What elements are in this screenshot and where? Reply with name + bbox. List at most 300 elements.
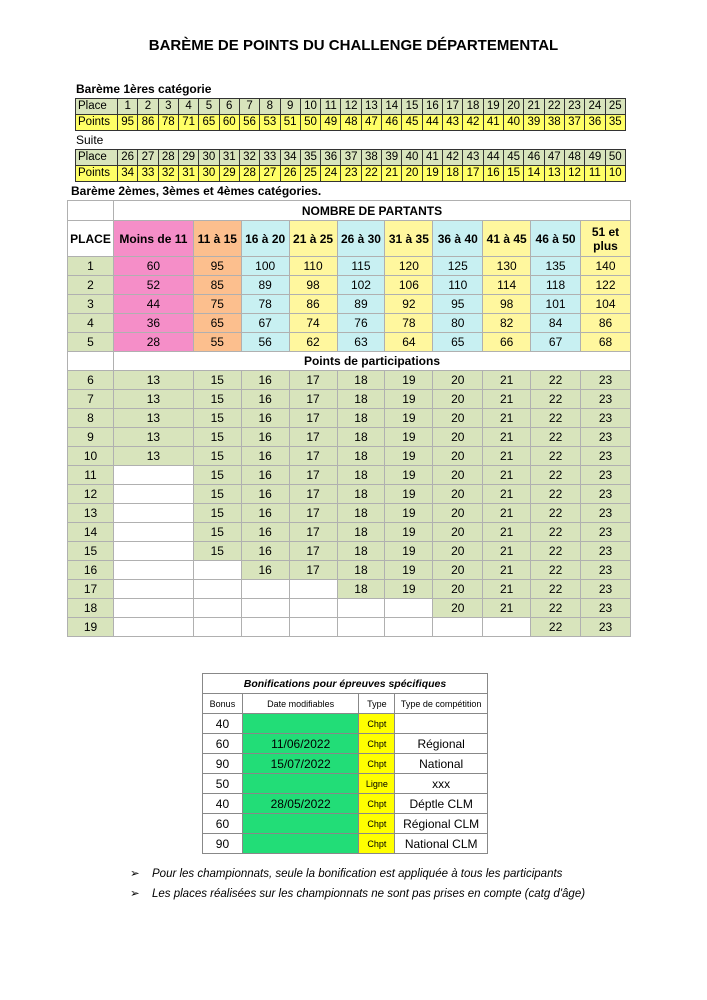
place-cell: 31 — [219, 150, 239, 166]
place-cell: 6 — [68, 371, 114, 390]
value-cell — [113, 561, 193, 580]
column-header: 51 et plus — [581, 221, 631, 257]
value-cell: 122 — [581, 276, 631, 295]
points-cell: 12 — [564, 166, 584, 182]
value-cell: 22 — [531, 447, 581, 466]
value-cell: 21 — [483, 485, 531, 504]
value-cell: 19 — [385, 580, 433, 599]
value-cell: 36 — [113, 314, 193, 333]
points-cell: 40 — [503, 115, 523, 131]
place-cell: 43 — [463, 150, 483, 166]
points-cell: 42 — [463, 115, 483, 131]
place-cell: 1 — [68, 257, 114, 276]
points-cell: 22 — [361, 166, 381, 182]
points-cell: 38 — [544, 115, 564, 131]
points-cell: 31 — [178, 166, 198, 182]
value-cell: 23 — [581, 599, 631, 618]
type-cell: Chpt — [359, 814, 395, 834]
value-cell: 20 — [433, 561, 483, 580]
points-cell: 26 — [280, 166, 300, 182]
value-cell: 115 — [337, 257, 385, 276]
value-cell — [241, 618, 289, 637]
value-cell: 16 — [241, 466, 289, 485]
points-cell: 25 — [300, 166, 320, 182]
value-cell: 19 — [385, 371, 433, 390]
bonus-cell: 40 — [203, 714, 243, 734]
value-cell: 21 — [483, 447, 531, 466]
column-header: 16 à 20 — [241, 221, 289, 257]
value-cell: 20 — [433, 523, 483, 542]
arrow-bullet-icon: ➢ — [130, 868, 140, 880]
value-cell: 21 — [483, 409, 531, 428]
value-cell: 65 — [193, 314, 241, 333]
value-cell: 20 — [433, 428, 483, 447]
place-cell: 2 — [138, 99, 158, 115]
value-cell — [113, 618, 193, 637]
value-cell: 21 — [483, 466, 531, 485]
bareme2-label: Barème 2èmes, 3èmes et 4èmes catégories. — [71, 184, 322, 198]
type-cell: Chpt — [359, 794, 395, 814]
competition-cell: Déptle CLM — [395, 794, 488, 814]
value-cell: 19 — [385, 447, 433, 466]
value-cell: 22 — [531, 466, 581, 485]
suite-label: Suite — [76, 133, 104, 147]
value-cell: 89 — [241, 276, 289, 295]
table-row — [203, 754, 488, 774]
place-cell: 16 — [68, 561, 114, 580]
value-cell: 18 — [337, 485, 385, 504]
value-cell: 56 — [241, 333, 289, 352]
value-cell: 13 — [113, 409, 193, 428]
value-cell: 60 — [113, 257, 193, 276]
points-cell: 18 — [443, 166, 463, 182]
value-cell: 104 — [581, 295, 631, 314]
value-cell: 16 — [241, 390, 289, 409]
value-cell — [241, 580, 289, 599]
value-cell: 22 — [531, 523, 581, 542]
points-cell: 60 — [219, 115, 239, 131]
value-cell: 20 — [433, 409, 483, 428]
value-cell: 18 — [337, 504, 385, 523]
value-cell — [385, 599, 433, 618]
date-cell — [242, 714, 359, 734]
value-cell: 110 — [289, 257, 337, 276]
value-cell: 66 — [483, 333, 531, 352]
points-cell: 28 — [239, 166, 259, 182]
place-cell: 8 — [260, 99, 280, 115]
place-cell: 45 — [503, 150, 523, 166]
table-row — [68, 390, 631, 409]
table-row — [68, 542, 631, 561]
table-row — [203, 794, 488, 814]
place-cell: 48 — [564, 150, 584, 166]
value-cell: 22 — [531, 485, 581, 504]
value-cell: 55 — [193, 333, 241, 352]
place-cell: 6 — [219, 99, 239, 115]
value-cell: 95 — [433, 295, 483, 314]
value-cell: 92 — [385, 295, 433, 314]
value-cell: 65 — [433, 333, 483, 352]
value-cell: 17 — [289, 504, 337, 523]
place-header: Place — [76, 150, 118, 166]
points-cell: 33 — [138, 166, 158, 182]
column-header: 36 à 40 — [433, 221, 483, 257]
value-cell: 22 — [531, 599, 581, 618]
table-row — [68, 466, 631, 485]
table-row — [68, 257, 631, 276]
notes — [130, 866, 585, 906]
value-cell: 19 — [385, 466, 433, 485]
value-cell: 19 — [385, 561, 433, 580]
value-cell — [241, 599, 289, 618]
note-item: ➢ Pour les championnats, seule la bonification est appliquée à tous les participants — [130, 868, 563, 880]
bonus-cell: 60 — [203, 814, 243, 834]
arrow-bullet-icon: ➢ — [130, 888, 140, 900]
bonus-cell: 60 — [203, 734, 243, 754]
date-cell — [242, 814, 359, 834]
place-cell: 8 — [68, 409, 114, 428]
value-cell: 23 — [581, 580, 631, 599]
place-cell: 50 — [605, 150, 626, 166]
value-cell: 20 — [433, 580, 483, 599]
value-cell — [385, 618, 433, 637]
type-cell: Chpt — [359, 734, 395, 754]
place-cell: 5 — [199, 99, 219, 115]
value-cell: 23 — [581, 390, 631, 409]
points-cell: 49 — [321, 115, 341, 131]
points-cell: 48 — [341, 115, 361, 131]
value-cell: 95 — [193, 257, 241, 276]
value-cell: 22 — [531, 428, 581, 447]
table-row — [68, 504, 631, 523]
value-cell: 23 — [581, 561, 631, 580]
place-cell: 29 — [178, 150, 198, 166]
value-cell: 20 — [433, 466, 483, 485]
points-cell: 36 — [585, 115, 605, 131]
place-cell: 17 — [68, 580, 114, 599]
value-cell: 15 — [193, 485, 241, 504]
bareme1-table — [75, 98, 626, 131]
place-cell: 30 — [199, 150, 219, 166]
table-row — [203, 734, 488, 754]
table-row — [203, 834, 488, 854]
value-cell: 23 — [581, 504, 631, 523]
value-cell: 98 — [289, 276, 337, 295]
column-header: 26 à 30 — [337, 221, 385, 257]
value-cell: 68 — [581, 333, 631, 352]
value-cell: 19 — [385, 485, 433, 504]
value-cell: 102 — [337, 276, 385, 295]
place-cell: 11 — [321, 99, 341, 115]
value-cell: 85 — [193, 276, 241, 295]
value-cell: 98 — [483, 295, 531, 314]
place-cell: 19 — [68, 618, 114, 637]
value-cell: 21 — [483, 561, 531, 580]
value-cell: 22 — [531, 542, 581, 561]
type-cell: Chpt — [359, 834, 395, 854]
points-cell: 11 — [585, 166, 605, 182]
value-cell: 18 — [337, 561, 385, 580]
points-cell: 24 — [321, 166, 341, 182]
place-cell: 13 — [68, 504, 114, 523]
points-cell: 17 — [463, 166, 483, 182]
place-cell: 5 — [68, 333, 114, 352]
value-cell: 140 — [581, 257, 631, 276]
place-cell: 18 — [463, 99, 483, 115]
nombre-partants-header: NOMBRE DE PARTANTS — [113, 201, 630, 221]
value-cell: 22 — [531, 504, 581, 523]
place-cell: 16 — [422, 99, 442, 115]
place-cell: 36 — [321, 150, 341, 166]
place-cell: 14 — [382, 99, 402, 115]
bareme1-suite-table — [75, 149, 626, 182]
value-cell: 18 — [337, 447, 385, 466]
place-cell: 32 — [239, 150, 259, 166]
place-cell: 25 — [605, 99, 626, 115]
points-cell: 32 — [158, 166, 178, 182]
value-cell — [483, 618, 531, 637]
points-cell: 71 — [178, 115, 198, 131]
bonifications-title: Bonifications pour épreuves spécifiques — [203, 674, 488, 694]
place-cell: 9 — [68, 428, 114, 447]
column-header: 46 à 50 — [531, 221, 581, 257]
value-cell: 22 — [531, 409, 581, 428]
place-header: Place — [76, 99, 118, 115]
place-cell: 27 — [138, 150, 158, 166]
points-cell: 44 — [422, 115, 442, 131]
value-cell — [113, 485, 193, 504]
place-cell: 34 — [280, 150, 300, 166]
value-cell: 101 — [531, 295, 581, 314]
points-cell: 37 — [564, 115, 584, 131]
value-cell: 22 — [531, 390, 581, 409]
value-cell: 67 — [241, 314, 289, 333]
points-cell: 27 — [260, 166, 280, 182]
value-cell: 110 — [433, 276, 483, 295]
value-cell: 78 — [241, 295, 289, 314]
value-cell: 130 — [483, 257, 531, 276]
competition-cell — [395, 714, 488, 734]
column-header: 21 à 25 — [289, 221, 337, 257]
table-row — [68, 371, 631, 390]
value-cell: 76 — [337, 314, 385, 333]
points-cell: 86 — [138, 115, 158, 131]
value-cell — [193, 599, 241, 618]
place-cell: 12 — [68, 485, 114, 504]
value-cell: 15 — [193, 542, 241, 561]
value-cell — [337, 599, 385, 618]
value-cell: 18 — [337, 371, 385, 390]
value-cell: 23 — [581, 409, 631, 428]
value-cell: 82 — [483, 314, 531, 333]
column-header: Bonus — [203, 694, 243, 714]
points-cell: 95 — [118, 115, 138, 131]
place-cell: 9 — [280, 99, 300, 115]
note-item: ➢ Les places réalisées sur les championnats ne sont pas prises en compte (catg d'âge) — [130, 888, 586, 900]
points-cell: 20 — [402, 166, 422, 182]
place-cell: 12 — [341, 99, 361, 115]
type-cell: Ligne — [359, 774, 395, 794]
type-cell: Chpt — [359, 714, 395, 734]
value-cell: 75 — [193, 295, 241, 314]
value-cell: 16 — [241, 542, 289, 561]
place-cell: 19 — [483, 99, 503, 115]
place-cell: 7 — [239, 99, 259, 115]
value-cell: 17 — [289, 466, 337, 485]
place-cell: 49 — [585, 150, 605, 166]
empty-cell — [68, 352, 114, 371]
place-cell: 46 — [524, 150, 544, 166]
value-cell: 18 — [337, 409, 385, 428]
value-cell: 17 — [289, 542, 337, 561]
place-cell: 26 — [118, 150, 138, 166]
value-cell: 19 — [385, 523, 433, 542]
competition-cell: Régional — [395, 734, 488, 754]
table-row — [68, 314, 631, 333]
value-cell: 16 — [241, 371, 289, 390]
date-cell: 15/07/2022 — [242, 754, 359, 774]
value-cell: 23 — [581, 466, 631, 485]
date-cell — [242, 834, 359, 854]
value-cell: 106 — [385, 276, 433, 295]
place-cell: 10 — [300, 99, 320, 115]
place-cell: 17 — [443, 99, 463, 115]
value-cell: 63 — [337, 333, 385, 352]
place-cell: 10 — [68, 447, 114, 466]
points-cell: 53 — [260, 115, 280, 131]
value-cell: 17 — [289, 409, 337, 428]
value-cell: 28 — [113, 333, 193, 352]
points-header: Points — [76, 166, 118, 182]
competition-cell: National CLM — [395, 834, 488, 854]
value-cell: 13 — [113, 390, 193, 409]
value-cell: 15 — [193, 409, 241, 428]
value-cell: 86 — [581, 314, 631, 333]
bonus-cell: 40 — [203, 794, 243, 814]
value-cell — [289, 599, 337, 618]
value-cell: 16 — [241, 409, 289, 428]
points-cell: 10 — [605, 166, 626, 182]
column-header: 11 à 15 — [193, 221, 241, 257]
value-cell: 23 — [581, 428, 631, 447]
value-cell: 13 — [113, 447, 193, 466]
points-cell: 19 — [422, 166, 442, 182]
table-row — [68, 276, 631, 295]
value-cell: 44 — [113, 295, 193, 314]
bonus-cell: 90 — [203, 754, 243, 774]
table-row — [203, 714, 488, 734]
points-cell: 41 — [483, 115, 503, 131]
place-cell: 40 — [402, 150, 422, 166]
participation-header: Points de participations — [113, 352, 630, 371]
value-cell: 84 — [531, 314, 581, 333]
date-cell — [242, 774, 359, 794]
place-cell: 13 — [361, 99, 381, 115]
value-cell: 23 — [581, 447, 631, 466]
place-cell: 22 — [544, 99, 564, 115]
value-cell — [193, 618, 241, 637]
column-header: 31 à 35 — [385, 221, 433, 257]
value-cell: 22 — [531, 618, 581, 637]
value-cell — [337, 618, 385, 637]
value-cell — [113, 599, 193, 618]
place-cell: 15 — [402, 99, 422, 115]
table-row — [68, 333, 631, 352]
points-cell: 46 — [382, 115, 402, 131]
value-cell: 22 — [531, 580, 581, 599]
value-cell: 120 — [385, 257, 433, 276]
value-cell — [193, 580, 241, 599]
place-cell: 37 — [341, 150, 361, 166]
value-cell: 16 — [241, 447, 289, 466]
points-cell: 50 — [300, 115, 320, 131]
value-cell: 16 — [241, 561, 289, 580]
place-cell: 14 — [68, 523, 114, 542]
bonifications-table — [202, 673, 488, 854]
bonus-cell: 90 — [203, 834, 243, 854]
place-cell: 47 — [544, 150, 564, 166]
place-cell: 4 — [68, 314, 114, 333]
value-cell — [113, 580, 193, 599]
date-cell: 11/06/2022 — [242, 734, 359, 754]
table-row — [68, 580, 631, 599]
table-row — [203, 814, 488, 834]
place-cell: 1 — [118, 99, 138, 115]
place-cell: 15 — [68, 542, 114, 561]
value-cell: 18 — [337, 466, 385, 485]
value-cell: 21 — [483, 504, 531, 523]
value-cell: 22 — [531, 371, 581, 390]
competition-cell: National — [395, 754, 488, 774]
place-cell: 3 — [158, 99, 178, 115]
value-cell: 20 — [433, 485, 483, 504]
column-header: Type — [359, 694, 395, 714]
table-row — [68, 618, 631, 637]
value-cell — [113, 523, 193, 542]
points-cell: 47 — [361, 115, 381, 131]
value-cell: 100 — [241, 257, 289, 276]
place-cell: 18 — [68, 599, 114, 618]
value-cell: 74 — [289, 314, 337, 333]
value-cell: 80 — [433, 314, 483, 333]
value-cell: 19 — [385, 428, 433, 447]
points-cell: 30 — [199, 166, 219, 182]
value-cell: 19 — [385, 409, 433, 428]
points-cell: 51 — [280, 115, 300, 131]
value-cell: 21 — [483, 523, 531, 542]
points-cell: 78 — [158, 115, 178, 131]
value-cell: 67 — [531, 333, 581, 352]
value-cell: 20 — [433, 447, 483, 466]
value-cell — [289, 580, 337, 599]
value-cell — [113, 504, 193, 523]
place-cell: 42 — [443, 150, 463, 166]
place-cell: 39 — [382, 150, 402, 166]
column-header: 41 à 45 — [483, 221, 531, 257]
points-cell: 15 — [503, 166, 523, 182]
bareme2-table — [67, 200, 631, 637]
value-cell: 15 — [193, 428, 241, 447]
place-cell: 28 — [158, 150, 178, 166]
place-cell: 23 — [564, 99, 584, 115]
value-cell — [113, 466, 193, 485]
corner-cell — [68, 201, 114, 221]
points-cell: 23 — [341, 166, 361, 182]
place-column-header: PLACE — [68, 221, 114, 257]
place-cell: 4 — [178, 99, 198, 115]
value-cell: 21 — [483, 580, 531, 599]
value-cell: 19 — [385, 390, 433, 409]
